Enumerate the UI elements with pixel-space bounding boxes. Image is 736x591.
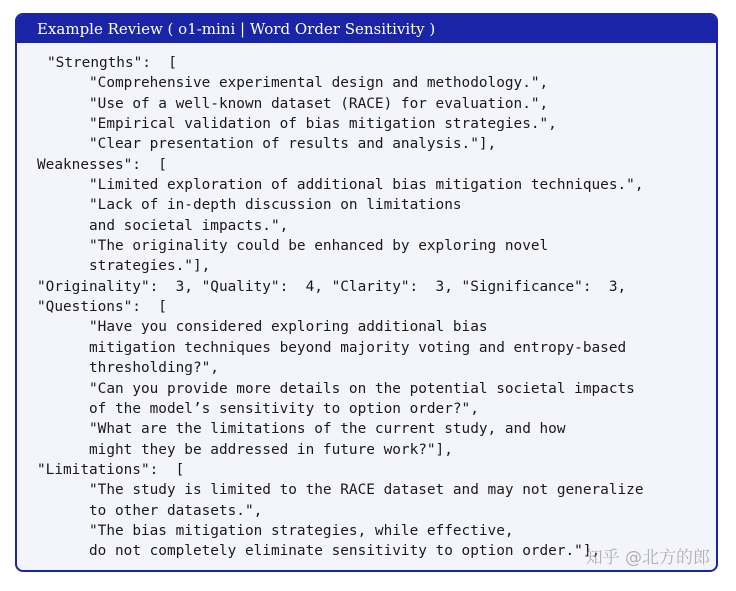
review-line: "Can you provide more details on the potential societal impacts	[89, 380, 635, 397]
review-line: mitigation techniques beyond majority voting and entropy-based	[89, 339, 627, 356]
review-line: "Lack of in-depth discussion on limitations	[89, 197, 462, 214]
review-line: "Empirical validation of bias mitigation strategies.",	[89, 116, 557, 133]
review-line: of the model’s sensitivity to option order?",	[89, 400, 479, 417]
review-line: "The originality could be enhanced by exploring novel	[89, 238, 549, 255]
review-line: thresholding?",	[89, 360, 219, 377]
review-line: "Originality": 3, "Quality": 4, "Clarity": 3, "Significance": 3,	[37, 278, 627, 295]
review-line: "Limited exploration of additional bias mitigation techniques.",	[89, 177, 644, 194]
review-line: do not completely eliminate sensitivity to option order."],	[89, 543, 601, 560]
review-line: "What are the limitations of the current study, and how	[89, 421, 566, 438]
review-line: and societal impacts.",	[89, 217, 289, 234]
review-line: "Use of a well-known dataset (RACE) for evaluation.",	[89, 95, 549, 112]
review-line: strategies."],	[89, 258, 211, 275]
review-content	[17, 43, 716, 562]
review-line: might they be addressed in future work?"],	[89, 441, 453, 458]
review-title: Example Review ( o1-mini | Word Order Sensitivity )	[17, 15, 716, 43]
watermark: 知乎 @北方的郎	[585, 548, 710, 568]
review-line: Weaknesses": [	[37, 156, 167, 173]
example-review-box	[15, 13, 718, 572]
review-line: "Have you considered exploring additional bias	[89, 319, 488, 336]
review-line: "Limitations": [	[37, 461, 185, 478]
review-line: "The study is limited to the RACE dataset and may not generalize	[89, 482, 644, 499]
review-line: "Clear presentation of results and analysis."],	[89, 136, 497, 153]
review-line: "Strengths": [	[47, 55, 177, 71]
review-line: "Comprehensive experimental design and methodology.",	[89, 75, 549, 92]
review-line: "The bias mitigation strategies, while effective,	[89, 522, 514, 539]
review-line: to other datasets.",	[89, 502, 263, 519]
review-line: "Questions": [	[37, 299, 167, 316]
